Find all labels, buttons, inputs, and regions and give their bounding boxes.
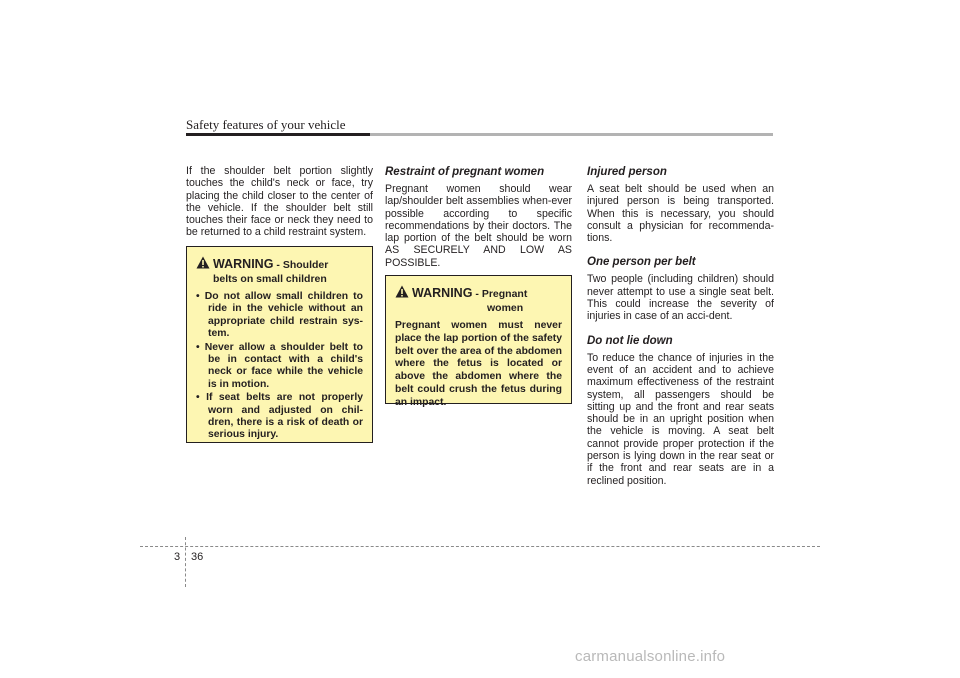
warning-item: • Do not allow small children to ride in the vehicle without an appropriate child restrain sys-tem. xyxy=(196,291,363,340)
warning-box-pregnant-women xyxy=(385,275,572,408)
section-heading: Restraint of pregnant women xyxy=(385,166,545,178)
child-belt-paragraph: If the shoulder belt portion slightly touches the child's neck or face, try placing the child closer to the center of the vehicle. If the shoulder belt still touches their face or neck they need to be returned to a child restraint system. xyxy=(186,165,373,239)
warning-label: WARNING xyxy=(412,286,473,300)
page-number: 36 xyxy=(191,551,204,563)
footer-rule xyxy=(140,546,820,547)
section-heading: One person per belt xyxy=(587,256,696,269)
warning-label: WARNING xyxy=(213,257,274,271)
warning-subtitle: - Shoulder xyxy=(276,259,329,271)
warning-subtitle-line2: belts on small children xyxy=(213,273,327,285)
section-body: Two people (including children) should never attempt to use a single seat belt. This could increase the severity of injuries in case of an acci-dent. xyxy=(587,273,774,323)
warning-subtitle: - Pregnant xyxy=(475,288,528,300)
section-body: A seat belt should be used when an injured person is being transported. When this is necessary, you should consult a physician for recommenda-tions. xyxy=(587,183,774,245)
page-header-title: Safety features of your vehicle xyxy=(186,117,346,132)
warning-list xyxy=(196,291,363,442)
warning-box-shoulder-belts xyxy=(186,246,373,443)
warning-item: • If seat belts are not properly worn and adjusted on chil-dren, there is a risk of death or serious injury. xyxy=(196,392,363,441)
warning-body: Pregnant women must never place the lap portion of the safety belt over the area of the abdomen where the fetus is located or above the abdomen where the belt could crush the fetus during an impact. xyxy=(395,320,562,408)
section-body: To reduce the chance of injuries in the event of an accident and to achieve maximum effectiveness of the restraint system, all passengers should be sitting up and the front and rear seats should be in an upright position when the vehicle is moving. A seat belt cannot provide proper protection if the person is lying down in the rear seat or if the front and rear seats are in a reclined position. xyxy=(587,351,774,487)
section-heading: Do not lie down xyxy=(587,334,673,347)
warning-header xyxy=(395,284,562,315)
chapter-number: 3 xyxy=(174,551,181,563)
column-1 xyxy=(186,165,373,239)
warning-subtitle-line2: women xyxy=(487,302,524,314)
warning-header xyxy=(196,255,363,286)
footer-divider xyxy=(185,537,186,587)
section-body: Pregnant women should wear lap/shoulder belt assemblies when-ever possible according to specific recommendations by their doctors. The lap portion of the belt should be worn AS SECURELY AND LOW AS POSSIBLE. xyxy=(385,183,572,269)
column-3 xyxy=(587,165,774,487)
column-2 xyxy=(385,165,572,269)
warning-item: • Never allow a shoulder belt to be in contact with a child's neck or face while the vehicle is in motion. xyxy=(196,341,363,390)
warning-triangle-icon xyxy=(395,285,409,298)
warning-triangle-icon xyxy=(196,256,210,269)
watermark: carmanualsonline.info xyxy=(575,648,726,665)
header-rule-accent xyxy=(186,133,370,136)
section-heading: Injured person xyxy=(587,166,667,178)
